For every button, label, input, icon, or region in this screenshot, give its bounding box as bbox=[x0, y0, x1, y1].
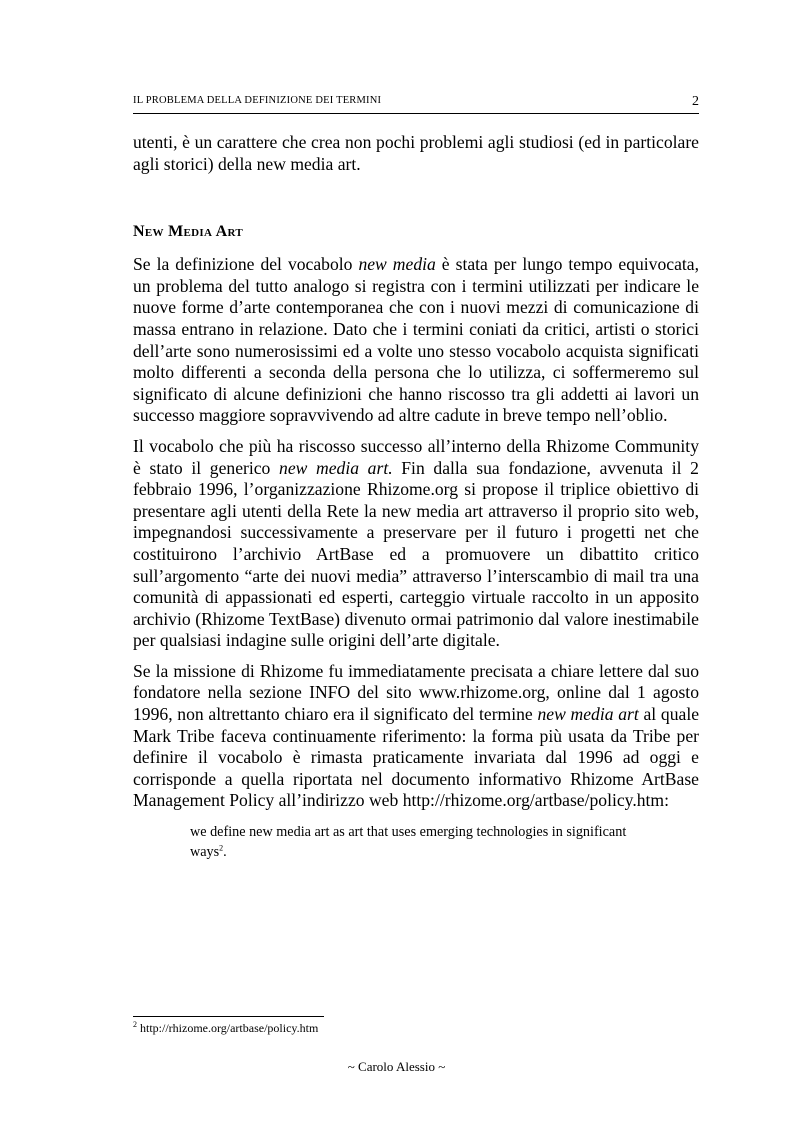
paragraph-3-text-b: al quale Mark Tribe faceva continuamente riferimento: la forma più usata da Tribe per definire il vocabolo è rimasta praticamente invariata dal 1996 ad oggi e corrisponde a quella riportata nel documento informativo Rhizome ArtBase Management Policy all’indirizzo web http://rhizome.org/artbase/policy.htm: bbox=[133, 704, 700, 811]
paragraph-1-emphasis: new media bbox=[358, 254, 436, 275]
block-quote bbox=[190, 822, 630, 862]
paragraph-2-emphasis: new media art. bbox=[279, 457, 393, 478]
footnote bbox=[133, 1020, 318, 1036]
page-body bbox=[133, 132, 699, 862]
footnote-divider bbox=[133, 1016, 324, 1017]
paragraph-3-text-a: Se la missione di Rhizome fu immediatamente precisata a chiare lettere dal suo fondatore nella sezione INFO del sito www.rhizome.org, online dal 1 agosto 1996, non altrettanto chiaro era il significato del termine bbox=[133, 660, 699, 725]
footnote-marker: 2 bbox=[133, 1020, 137, 1029]
paragraph-1-text-b: è stata per lungo tempo equivocata, un problema del tutto analogo si registra con i termini utilizzati per indicare le nuove forme d’arte contemporanea che con i nuovi mezzi di comunicazione di massa entrano in relazione. Dato che i termini coniati da critici, artisti o storici dell’arte sono numerosissimi ed a volte uno stesso vocabolo acquista significati molto differenti a seconda della persona che lo utilizza, ci soffermeremo sul significato di alcune definizioni che hanno riscosso tra gli addetti ai lavori un successo maggiore sopravvivendo ad altre cadute in breve tempo nell’oblio. bbox=[133, 254, 699, 426]
paragraph-2 bbox=[133, 436, 699, 652]
paragraph-1 bbox=[133, 254, 699, 427]
quote-text: we define new media art as art that uses emerging technologies in significant ways bbox=[190, 824, 627, 861]
running-title: IL PROBLEMA DELLA DEFINIZIONE DEI TERMINI bbox=[133, 95, 382, 106]
intro-paragraph: utenti, è un carattere che crea non pochi problemi agli studiosi (ed in particolare agli storici) della new media art. bbox=[133, 132, 699, 174]
quote-footnote-ref[interactable]: 2 bbox=[219, 843, 224, 853]
section-title: New Media Art bbox=[133, 223, 243, 241]
footnote-text: http://rhizome.org/artbase/policy.htm bbox=[137, 1021, 319, 1035]
paragraph-1-text-a: Se la definizione del vocabolo bbox=[133, 254, 359, 275]
paragraph-2-text-b: Fin dalla sua fondazione, avvenuta il 2 febbraio 1996, l’organizzazione Rhizome.org si propose il triplice obiettivo di presentare agli utenti della Rete la new media art attraverso il proprio sito web, impegnandosi successivamente a preservare per il futuro i progetti net che costituirono l’archivio ArtBase ed a promuovere un dibattito critico sull’argomento “arte dei nuovi media” attraverso l’interscambio di mail tra una comunità di appassionati ed esperti, carteggio virtuale raccolto in un apposito archivio (Rhizome TextBase) divenuto ormai patrimonio dal valore inestimabile per qualsiasi indagine sulle origini dell’arte digitale. bbox=[133, 457, 699, 651]
paragraph-3-emphasis: new media art bbox=[537, 704, 639, 725]
page-header bbox=[133, 95, 699, 114]
page-footer: ~ Carolo Alessio ~ bbox=[347, 1059, 446, 1074]
quote-end: . bbox=[223, 844, 227, 861]
paragraph-3 bbox=[133, 661, 699, 812]
paragraph-2-text-a: Il vocabolo che più ha riscosso successo all’interno della Rhizome Community è stato il generico bbox=[133, 435, 699, 478]
page-number: 2 bbox=[692, 94, 699, 109]
